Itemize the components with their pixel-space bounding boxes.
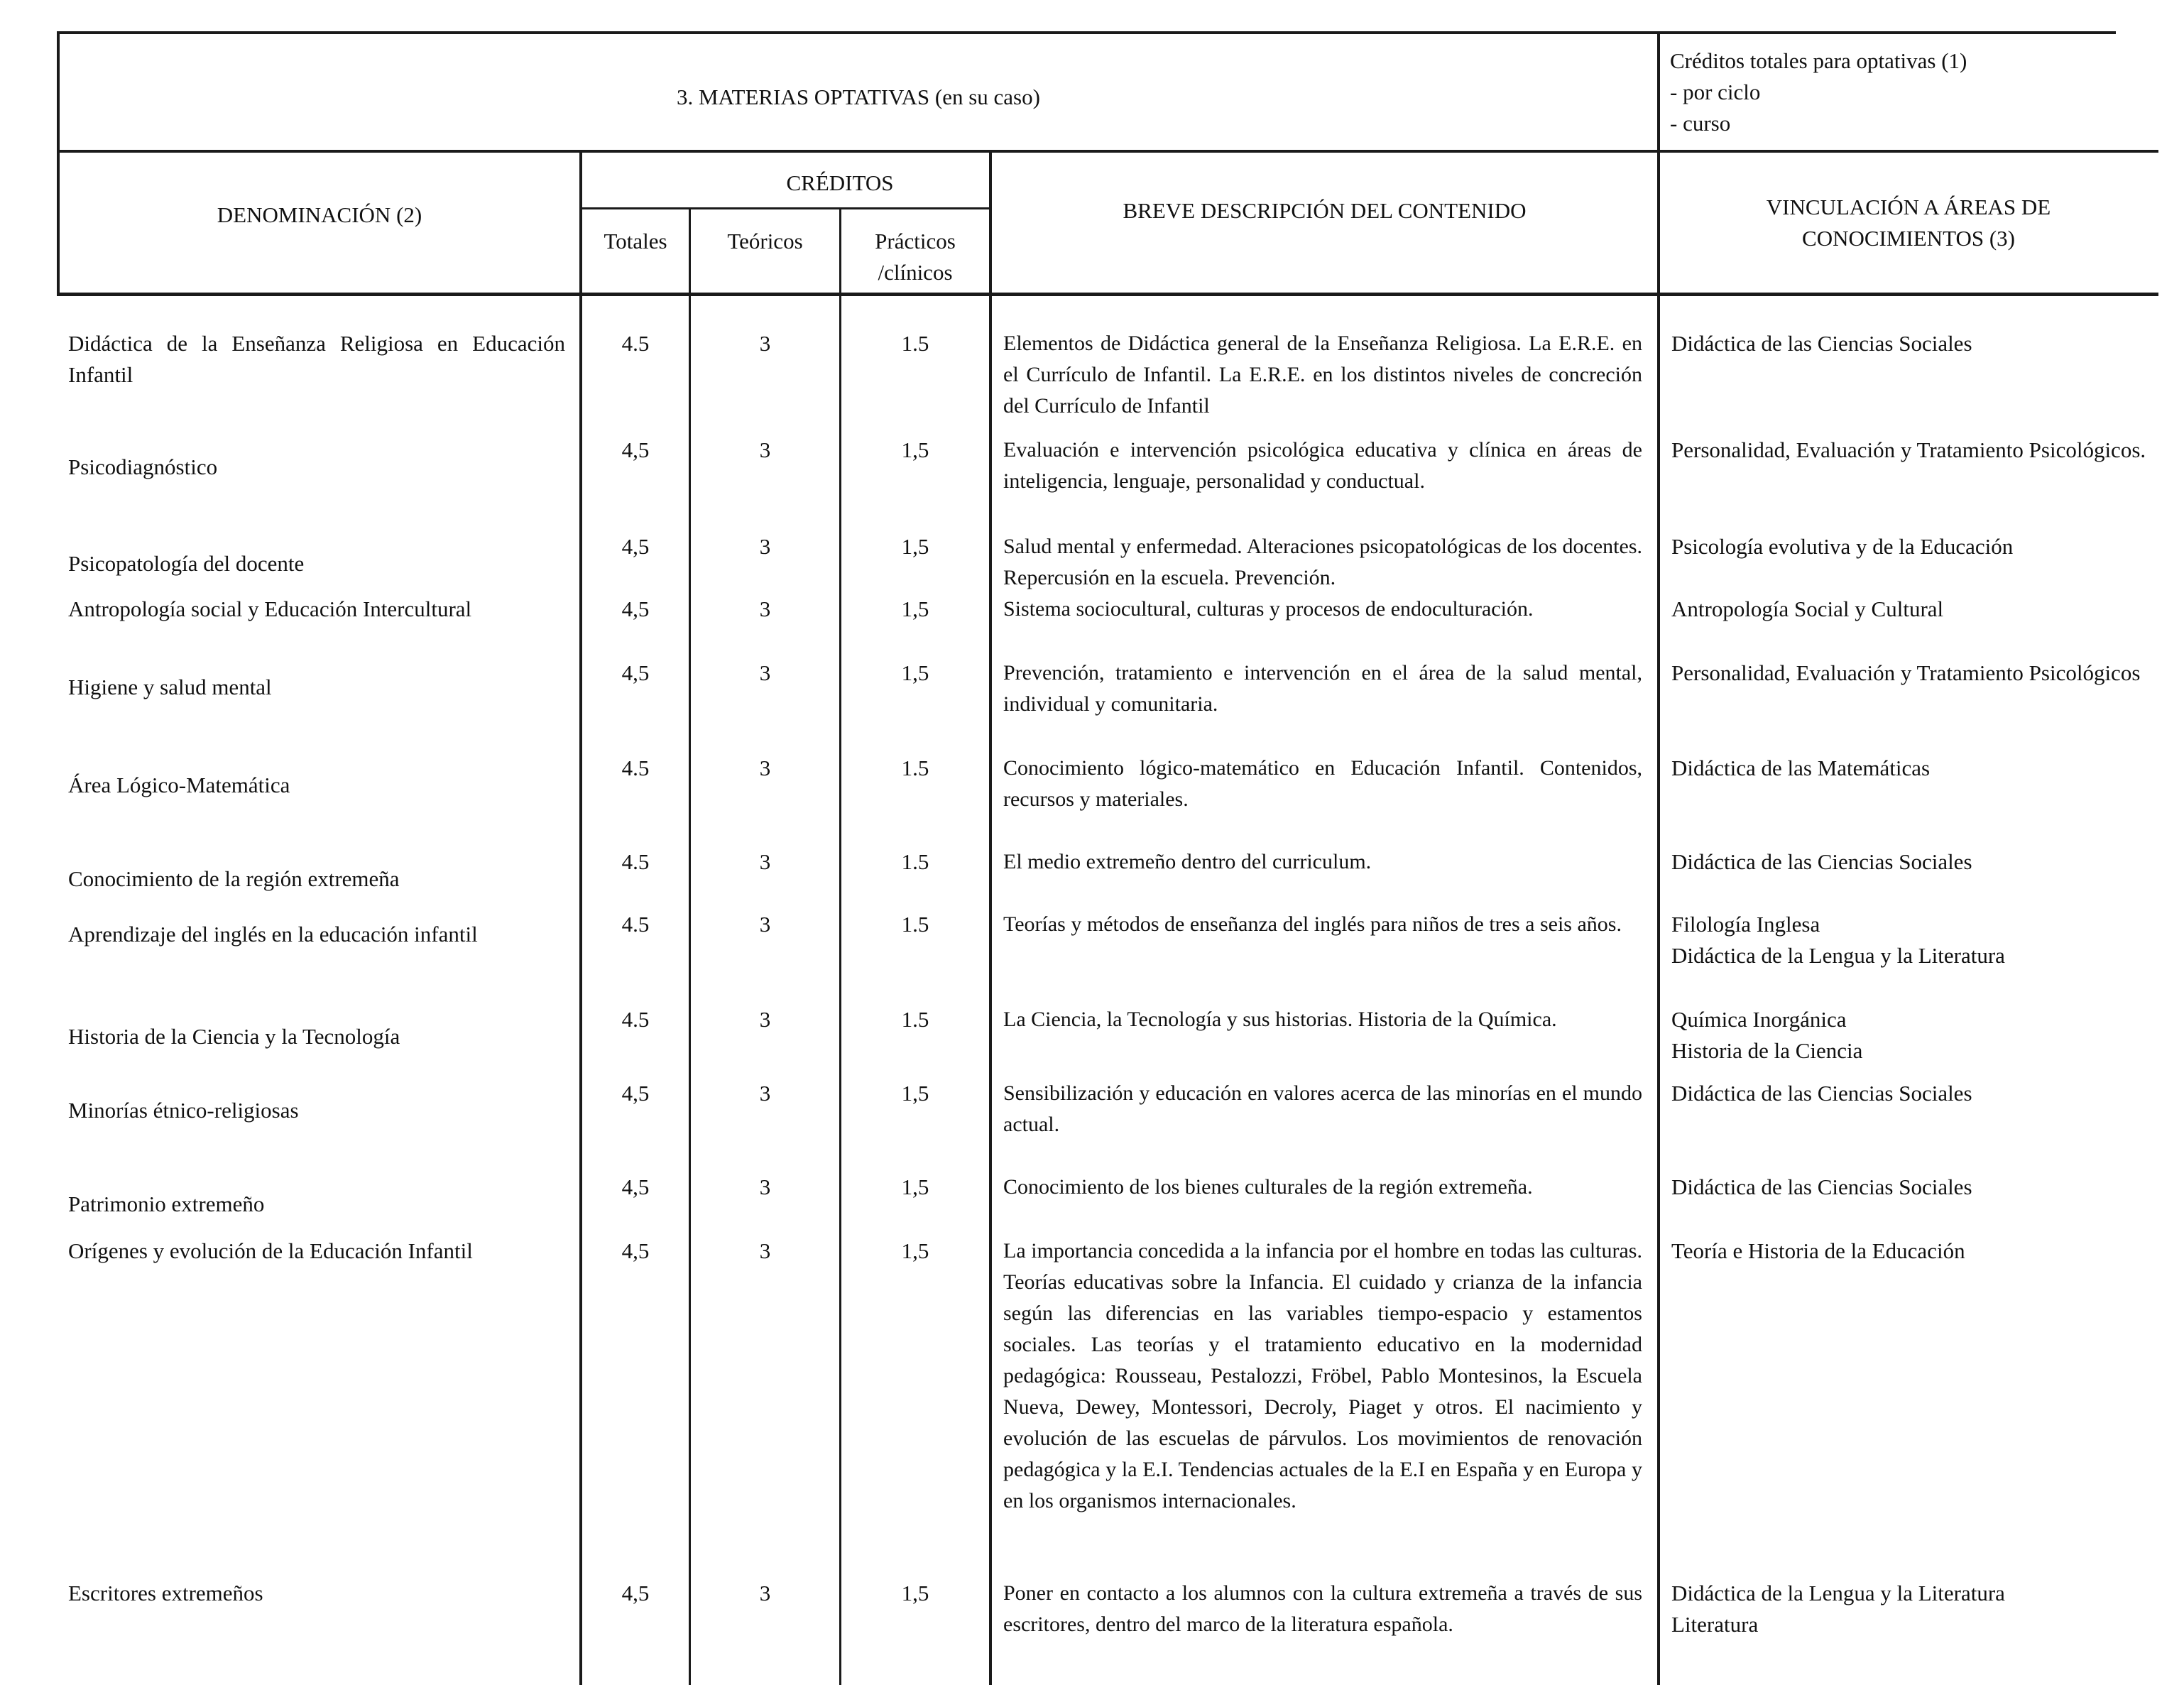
credits-totales: 4,5 xyxy=(621,596,650,621)
header-teoricos: Teóricos xyxy=(727,229,803,253)
credits-totales: 4.5 xyxy=(621,1007,650,1032)
knowledge-area: Personalidad, Evaluación y Tratamiento Psicológicos. xyxy=(1671,437,2146,462)
credits-totales: 4,5 xyxy=(621,1581,650,1605)
knowledge-area: Didáctica de las Ciencias Sociales xyxy=(1671,1081,1972,1106)
knowledge-area: Teoría e Historia de la Educación xyxy=(1671,1238,1965,1263)
header-vinculacion-line-1: VINCULACIÓN A ÁREAS DE xyxy=(1766,195,2051,219)
table-left-border xyxy=(57,31,60,295)
credits-teoricos: 3 xyxy=(759,1581,771,1605)
credits-practicos: 1,5 xyxy=(901,1238,929,1263)
subject-name: Aprendizaje del inglés en la educación infantil xyxy=(68,922,478,947)
content-description: Poner en contacto a los alumnos con la cultura extremeña a través de sus escritores, dentro del marco de la literatura española. xyxy=(1003,1581,1642,1636)
content-description: Prevención, tratamiento e intervención en el área de la salud mental, individual y comunitaria. xyxy=(1003,661,1642,716)
header-creditos: CRÉDITOS xyxy=(786,170,894,195)
subject-name: Higiene y salud mental xyxy=(68,675,272,699)
credits-totales: 4,5 xyxy=(621,660,650,685)
content-description: Conocimiento lógico-matemático en Educación Infantil. Contenidos, recursos y materiales. xyxy=(1003,756,1642,811)
credits-teoricos: 3 xyxy=(759,1007,771,1032)
knowledge-area: Didáctica de la Lengua y la Literatura xyxy=(1671,943,2005,968)
subject-name: Antropología social y Educación Intercultural xyxy=(68,596,472,621)
knowledge-area: Didáctica de las Ciencias Sociales xyxy=(1671,331,1972,356)
header-totales: Totales xyxy=(604,229,667,253)
credits-totales: 4.5 xyxy=(621,331,650,356)
header-vinculacion-line-2: CONOCIMIENTOS (3) xyxy=(1802,226,2015,251)
content-description: Conocimiento de los bienes culturales de la región extremeña. xyxy=(1003,1175,1533,1199)
header-practicos-line-2: /clínicos xyxy=(878,260,953,285)
subject-name: Patrimonio extremeño xyxy=(68,1192,265,1216)
credits-practicos: 1.5 xyxy=(901,912,929,937)
header-descripcion: BREVE DESCRIPCIÓN DEL CONTENIDO xyxy=(1123,198,1527,223)
subject-name: Área Lógico-Matemática xyxy=(68,773,290,797)
credits-box-line-3: - curso xyxy=(1670,111,1731,136)
content-description: Evaluación e intervención psicológica educativa y clínica en áreas de inteligencia, lenguaje, personalidad y conductual. xyxy=(1003,438,1642,493)
credits-totales: 4.5 xyxy=(621,756,650,780)
credits-practicos: 1.5 xyxy=(901,1007,929,1032)
subject-name: Psicodiagnóstico xyxy=(68,454,218,479)
knowledge-area: Antropología Social y Cultural xyxy=(1671,596,1944,621)
content-description: La Ciencia, la Tecnología y sus historias. Historia de la Química. xyxy=(1003,1008,1557,1031)
title-bottom-border xyxy=(57,150,2158,153)
knowledge-area: Personalidad, Evaluación y Tratamiento Psicológicos xyxy=(1671,660,2141,685)
subject-name: Historia de la Ciencia y la Tecnología xyxy=(68,1024,400,1049)
content-description: Sistema sociocultural, culturas y procesos de endoculturación. xyxy=(1003,597,1534,621)
knowledge-area: Filología Inglesa xyxy=(1671,912,1820,937)
header-denominacion: DENOMINACIÓN (2) xyxy=(217,202,422,227)
knowledge-area: Química Inorgánica xyxy=(1671,1007,1847,1032)
col-divider-totales xyxy=(689,207,691,1685)
credits-totales: 4,5 xyxy=(621,534,650,559)
credits-practicos: 1,5 xyxy=(901,596,929,621)
credits-practicos: 1,5 xyxy=(901,1581,929,1605)
credits-teoricos: 3 xyxy=(759,596,771,621)
subject-name: Escritores extremeños xyxy=(68,1581,263,1605)
subject-name: Orígenes y evolución de la Educación Infantil xyxy=(68,1238,473,1263)
knowledge-area: Didáctica de las Matemáticas xyxy=(1671,756,1931,780)
credits-teoricos: 3 xyxy=(759,331,771,356)
credits-teoricos: 3 xyxy=(759,1238,771,1263)
knowledge-area: Historia de la Ciencia xyxy=(1671,1038,1863,1063)
credits-practicos: 1.5 xyxy=(901,331,929,356)
credits-totales: 4.5 xyxy=(621,912,650,937)
credits-teoricos: 3 xyxy=(759,660,771,685)
credits-practicos: 1,5 xyxy=(901,660,929,685)
credits-totales: 4,5 xyxy=(621,1081,650,1106)
knowledge-area: Didáctica de la Lengua y la Literatura xyxy=(1671,1581,2005,1605)
col-divider-teoricos xyxy=(839,207,841,1685)
content-description: Salud mental y enfermedad. Alteraciones psicopatológicas de los docentes. Repercusión en la escuela. Prevención. xyxy=(1003,535,1642,589)
credits-practicos: 1,5 xyxy=(901,437,929,462)
content-description: Elementos de Didáctica general de la Enseñanza Religiosa. La E.R.E. en el Currículo de Infantil. La E.R.E. en los distintos niveles de concreción del Currículo de Infantil xyxy=(1003,332,1642,418)
knowledge-area: Psicología evolutiva y de la Educación xyxy=(1671,534,2014,559)
credits-practicos: 1,5 xyxy=(901,534,929,559)
col-divider-practicos xyxy=(989,150,992,1685)
knowledge-area: Literatura xyxy=(1671,1612,1759,1637)
section-title: 3. MATERIAS OPTATIVAS (en su caso) xyxy=(677,84,1040,109)
credits-totales: 4,5 xyxy=(621,1174,650,1199)
header-bottom-border xyxy=(57,293,2158,296)
knowledge-area: Didáctica de las Ciencias Sociales xyxy=(1671,849,1972,874)
creditos-subheader-line xyxy=(581,207,990,209)
credits-practicos: 1.5 xyxy=(901,756,929,780)
knowledge-area: Didáctica de las Ciencias Sociales xyxy=(1671,1174,1972,1199)
credits-teoricos: 3 xyxy=(759,437,771,462)
content-description: La importancia concedida a la infancia por el hombre en todas las culturas. Teorías educativas sobre la Infancia. El cuidado y crianza de la infancia según las diferencias en las variables tiempo-espacio y estamentos sociales. Las teorías y el tratamiento educativo en la modernidad pedagógica: Rousseau, Pestalozzi, Fröbel, Pablo Montesinos, la Escuela Nueva, Dewey, Montessori, Decroly, Piaget y otros. El nacimiento y evolución de las escuelas de párvulos. Los movimientos de renovación pedagógica y la E.I. Tendencias actuales de la E.I en España y en Europa y en los organismos internacionales. xyxy=(1003,1239,1642,1512)
credits-teoricos: 3 xyxy=(759,1081,771,1106)
credits-totales: 4,5 xyxy=(621,1238,650,1263)
credits-teoricos: 3 xyxy=(759,1174,771,1199)
credits-teoricos: 3 xyxy=(759,912,771,937)
header-practicos-line-1: Prácticos xyxy=(875,229,956,253)
subject-name: Psicopatología del docente xyxy=(68,551,305,576)
credits-box-line-1: Créditos totales para optativas (1) xyxy=(1670,48,1967,73)
subject-name: Didáctica de la Enseñanza Religiosa en Educación Infantil xyxy=(68,331,565,387)
content-description: Sensibilización y educación en valores acerca de las minorías en el mundo actual. xyxy=(1003,1081,1642,1136)
credits-teoricos: 3 xyxy=(759,849,771,874)
credits-teoricos: 3 xyxy=(759,756,771,780)
table-top-border xyxy=(57,31,2116,34)
col-divider-description xyxy=(1657,31,1660,1685)
content-description: Teorías y métodos de enseñanza del inglés para niños de tres a seis años. xyxy=(1003,912,1622,936)
credits-box-line-2: - por ciclo xyxy=(1670,80,1761,104)
content-description: El medio extremeño dentro del curriculum. xyxy=(1003,850,1372,873)
subject-name: Minorías étnico-religiosas xyxy=(68,1098,299,1123)
credits-practicos: 1,5 xyxy=(901,1081,929,1106)
credits-totales: 4,5 xyxy=(621,437,650,462)
subject-name: Conocimiento de la región extremeña xyxy=(68,866,400,891)
credits-teoricos: 3 xyxy=(759,534,771,559)
credits-practicos: 1,5 xyxy=(901,1174,929,1199)
credits-totales: 4.5 xyxy=(621,849,650,874)
credits-practicos: 1.5 xyxy=(901,849,929,874)
